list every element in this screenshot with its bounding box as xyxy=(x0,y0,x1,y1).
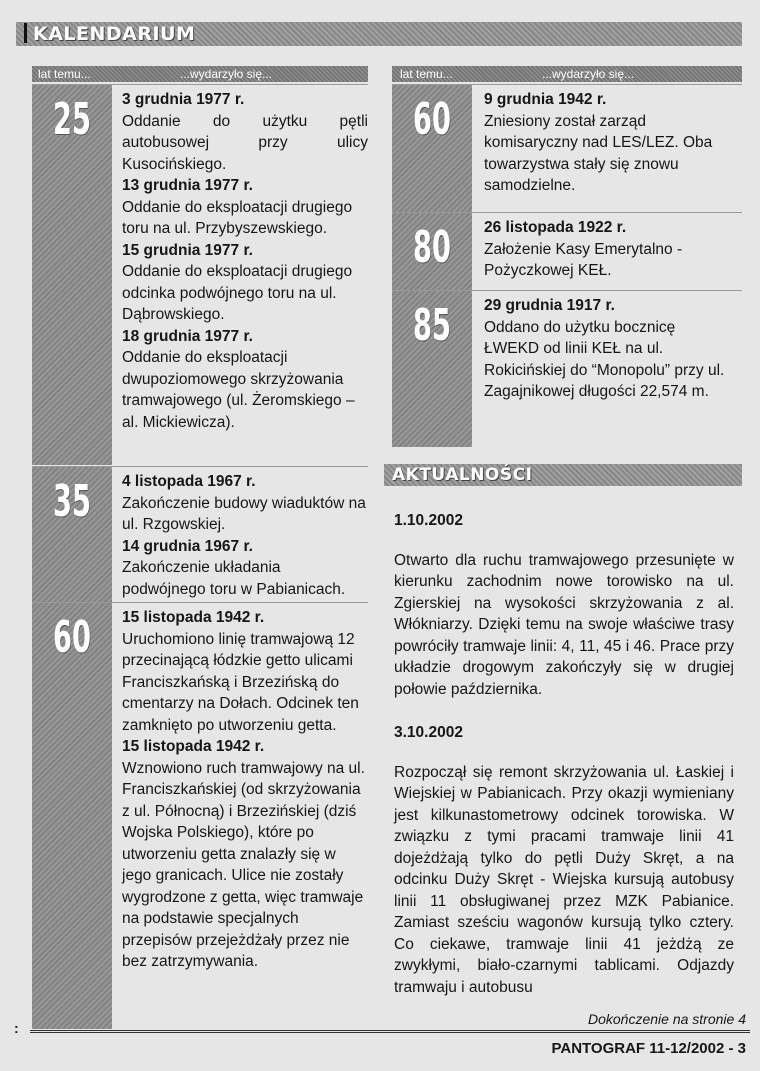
event-text: Uruchomiono linię tramwajową 12 przecinającą łódzkie getto ulicami Franciszkańską i Brzezińską do cmentarzy na Dołach. Odcinek ten zamknięto po utworzeniu getta. xyxy=(122,630,359,734)
news-text: Otwarto dla ruchu tramwajowego przesunięte w kierunku zachodnim nowe torowisko na ul. Zgierskiej na wysokości skrzyżowania z al. Włókniarzy. Dzięki temu na swoje właściwe trasy powróciły tramwaje linii: 4, 11, 45 i 46. Prace przy układzie drogowym zakończyły się w drugiej połowie października. xyxy=(394,551,734,698)
margin-colon: : xyxy=(14,1020,19,1036)
event-list xyxy=(122,607,368,973)
events-label: ...wydarzyło się... xyxy=(180,67,273,81)
calendar-group xyxy=(392,212,742,291)
years-bar xyxy=(32,467,112,603)
event-text: Oddanie do eksploatacji drugiego odcinka podwójnego toru na ul. Dąbrowskiego. xyxy=(122,263,353,323)
event-text: Oddano do użytku bocznicę ŁWEKD od linii KEŁ na ul. Rokicińskiej do “Monopolu” przy ul. Zagajnikowej długości 22,574 m. xyxy=(484,318,725,400)
years-ago-label: lat temu... xyxy=(38,67,91,81)
calendar-group xyxy=(392,84,742,213)
left-column-header xyxy=(32,66,368,82)
event-date: 15 grudnia 1977 r. xyxy=(122,241,253,259)
event-date: 14 grudnia 1967 r. xyxy=(122,537,253,555)
news-text: Rozpoczął się remont skrzyżowania ul. Łaskiej i Wiejskiej w Pabianicach. Przy okazji wymieniany jest kilkunastometrowy odcinek torowiska. W związku z tymi pracami tramwaje linii 41 dojeżdżają tylko do pętli Duży Skręt, a na odcinku Duży Skręt - Wiejska kursują autobusy linii 11 obsługiwanej przez MZK Pabianice. Zamiast sześciu wagonów kursują tylko cztery. Co ciekawe, tramwaje linii 41 jeżdżą ze zwykłymi, biało-czarnymi tablicami. Odjazdy tramwaju i autobusu xyxy=(394,763,734,996)
right-column-header xyxy=(392,66,742,82)
event-date: 26 listopada 1922 r. xyxy=(484,219,627,236)
event-date: 18 grudnia 1977 r. xyxy=(122,327,253,345)
event-date: 29 grudnia 1917 r. xyxy=(484,297,615,314)
event-list xyxy=(484,217,728,282)
event-list xyxy=(484,89,728,197)
years-bar xyxy=(392,85,472,213)
event-date: 15 listopada 1942 r. xyxy=(122,738,265,755)
event-text: Oddanie do eksploatacji drugiego toru na ul. Przybyszewskiego. xyxy=(122,198,353,237)
event-text: Zakończenie budowy wiaduktów na ul. Rzgowskiej. xyxy=(122,494,366,533)
years-bar xyxy=(392,213,472,291)
footer-rule xyxy=(30,1030,750,1037)
section-header-aktualnosci xyxy=(384,464,742,486)
news-title: AKTUALNOŚCI xyxy=(392,465,533,485)
section-title: KALENDARIUM xyxy=(33,23,196,45)
section-header-kalendarium xyxy=(16,22,742,46)
event-text: Założenie Kasy Emerytalno - Pożyczkowej KEŁ. xyxy=(484,240,683,279)
continued-note: Dokończenie na stronie 4 xyxy=(588,1011,746,1027)
news-list xyxy=(394,496,734,998)
years-bar xyxy=(32,603,112,1029)
event-text: Zakończenie układania podwójnego toru w Pabianicach. xyxy=(122,559,346,598)
event-list xyxy=(484,295,728,403)
event-text: Oddanie do użytku pętli autobusowej przy ulicy Kusocińskiego. xyxy=(122,112,368,173)
event-text: Oddanie do eksploatacji dwupoziomowego skrzyżowania tramwajowego (ul. Żeromskiego – al. Mickiewicza). xyxy=(122,349,355,431)
calendar-group xyxy=(32,602,368,1029)
years-ago-number: 25 xyxy=(53,94,91,145)
calendar-group xyxy=(32,84,368,465)
years-bar xyxy=(32,85,112,465)
event-text: Zniesiony został zarząd komisaryczny nad LES/LEZ. Oba towarzystwa stały się znowu samodzielne. xyxy=(484,112,713,194)
news-date: 3.10.2002 xyxy=(394,724,463,741)
header-bar-mark xyxy=(24,23,27,43)
event-date: 3 grudnia 1977 r. xyxy=(122,91,245,108)
news-date: 1.10.2002 xyxy=(394,512,463,529)
event-list xyxy=(122,89,368,433)
calendar-group xyxy=(32,466,368,603)
event-list xyxy=(122,471,368,600)
calendar-group xyxy=(392,290,742,447)
event-date: 4 listopada 1967 r. xyxy=(122,473,256,490)
years-ago-number: 85 xyxy=(413,300,451,351)
event-date: 13 grudnia 1977 r. xyxy=(122,177,253,194)
years-ago-number: 35 xyxy=(53,476,91,527)
years-ago-label: lat temu... xyxy=(400,67,453,81)
years-ago-number: 60 xyxy=(53,612,91,663)
page-footer: PANTOGRAF 11-12/2002 - 3 xyxy=(551,1040,746,1057)
years-ago-number: 80 xyxy=(413,222,451,273)
years-ago-number: 60 xyxy=(413,94,451,145)
years-bar xyxy=(392,291,472,447)
event-date: 15 listopada 1942 r. xyxy=(122,609,265,626)
event-date: 9 grudnia 1942 r. xyxy=(484,91,607,108)
events-label: ...wydarzyło się... xyxy=(542,67,635,81)
event-text: Wznowiono ruch tramwajowy na ul. Franciszkańskiej (od skrzyżowania z ul. Północną) i Brzezińskiej (dziś Wojska Polskiego), które po utworzeniu getta znalazły się w jego granicach. Ulice nie zostały wygrodzone z getta, więc tramwaje na podstawie specjalnych przepisów przejeżdżały przez nie bez zatrzymywania. xyxy=(122,759,365,970)
